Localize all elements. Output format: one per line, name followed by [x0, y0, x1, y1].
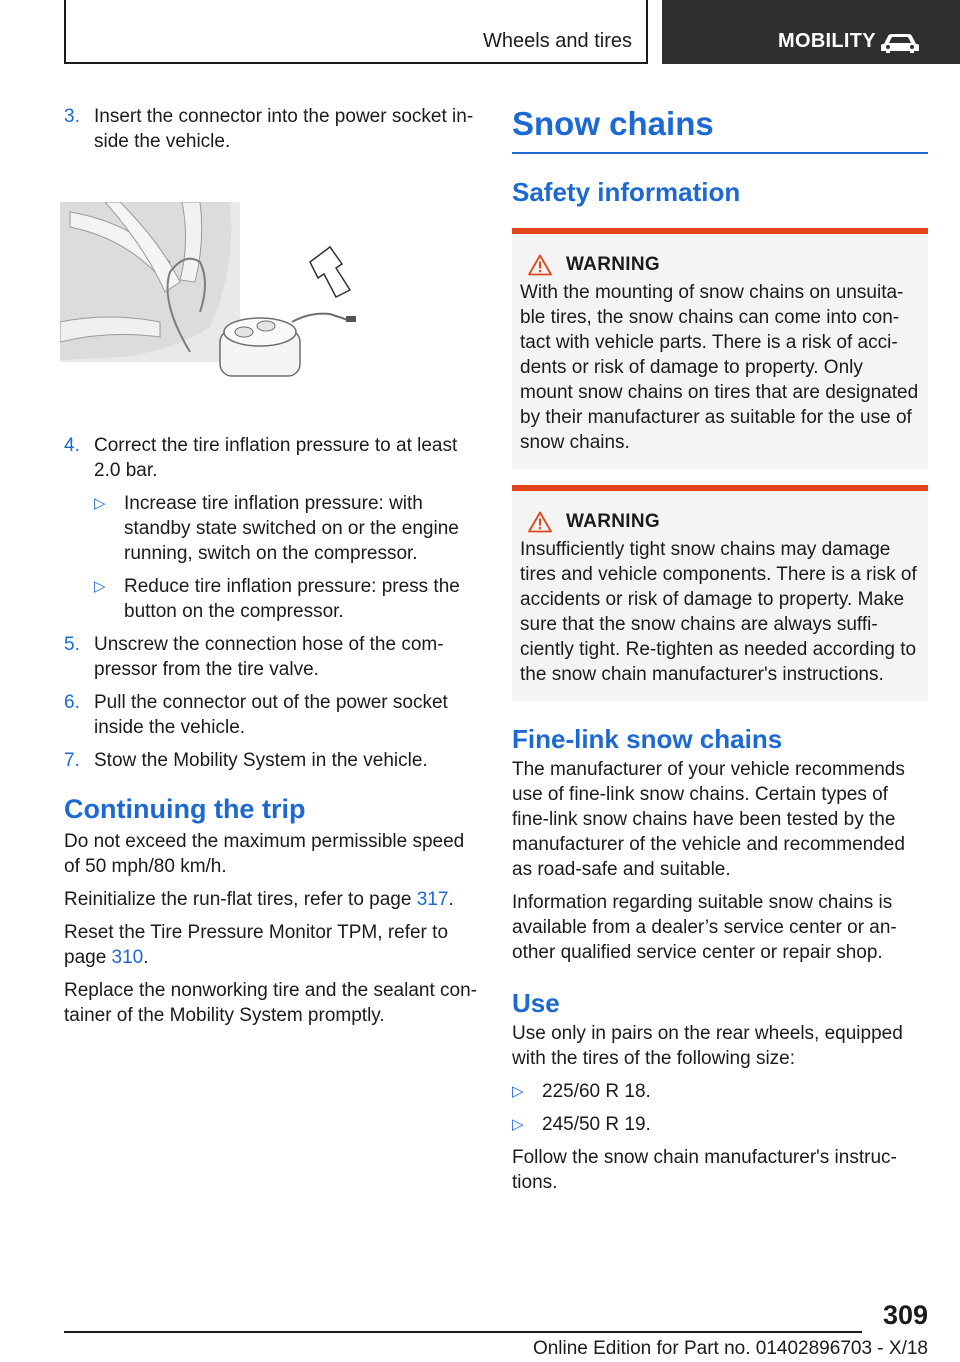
list-item-text: Increase tire inflation pressure: with standby state switched on or the engine running, switch on the compressor. — [124, 493, 459, 564]
dealer-paragraph: Information regarding suitable snow chains is available from a dealer’s service center or an-other qualified service center or repair shop. — [512, 892, 897, 963]
list-item — [512, 1112, 928, 1137]
step-5 — [64, 632, 478, 682]
header-chapter-box — [662, 0, 960, 64]
warning-text: With the mounting of snow chains on unsuita-ble tires, the snow chains can come into con-tact with vehicle parts. There is a risk of acci-dents or risk of damage to property. Only mount snow chains on tires that are designated by their manufacturer as suitable for the use of snow chains. — [520, 282, 919, 453]
section-title: Snow chains — [512, 104, 928, 154]
warning-triangle-icon — [528, 254, 552, 276]
safety-heading: Safety information — [512, 177, 741, 207]
list-item-text: Reduce tire inflation pressure: press the button on the compressor. — [124, 576, 460, 622]
use-paragraph: Use only in pairs on the rear wheels, equipped with the tires of the following size: — [512, 1023, 903, 1069]
right-column — [512, 104, 928, 1203]
step-number: 7. — [64, 750, 80, 771]
header-section-title: Wheels and tires — [483, 30, 632, 52]
step-7 — [64, 748, 478, 773]
warning-text: Insufficiently tight snow chains may damage tires and vehicle components. There is a risk of accidents or risk of damage to property. Make sure that the snow chains are always suffi-ciently tight. Re-tighten as needed according to the snow chain manufacturer's instructions. — [520, 539, 917, 685]
list-item — [94, 574, 478, 624]
triangle-bullet-icon: ▷ — [512, 1116, 524, 1133]
triangle-bullet-icon: ▷ — [94, 495, 106, 512]
footer-edition: Online Edition for Part no. 01402896703 - X/18 — [532, 1338, 928, 1359]
tire-size: 225/60 R 18. — [542, 1081, 651, 1102]
replace-paragraph: Replace the nonworking tire and the sealant con-tainer of the Mobility System promptly. — [64, 980, 477, 1026]
step-text: Stow the Mobility System in the vehicle. — [94, 750, 428, 771]
reinitialize-paragraph: Reinitialize the run-flat tires, refer to page 317. — [64, 889, 454, 910]
footer-divider — [64, 1331, 862, 1333]
tire-size: 245/50 R 19. — [542, 1114, 651, 1135]
use-heading: Use — [512, 988, 560, 1018]
step-6 — [64, 690, 478, 740]
triangle-bullet-icon: ▷ — [94, 578, 106, 595]
compressor-illustration — [60, 202, 360, 392]
warning-triangle-icon — [528, 511, 552, 533]
warning-box — [512, 228, 928, 469]
tpm-paragraph: Reset the Tire Pressure Monitor TPM, refer to page 310. — [64, 922, 449, 968]
step-3 — [64, 104, 478, 154]
speed-paragraph: Do not exceed the maximum permissible speed of 50 mph/80 km/h. — [64, 831, 465, 877]
header-section-box — [64, 0, 648, 64]
step-text: Correct the tire inflation pressure to at least 2.0 bar. — [94, 435, 458, 481]
fine-link-paragraph: The manufacturer of your vehicle recommends use of fine-link snow chains. Certain types of fine-link snow chains have been tested by the manufacturer of the vehicle and recommended as road-safe and suitable. — [512, 759, 905, 880]
step-4 — [64, 433, 478, 624]
step-number: 3. — [64, 106, 80, 127]
step-number: 6. — [64, 692, 80, 713]
triangle-bullet-icon: ▷ — [512, 1083, 524, 1100]
warning-box — [512, 485, 928, 701]
warning-label: WARNING — [566, 254, 660, 275]
step-number: 4. — [64, 435, 80, 456]
car-icon — [880, 30, 920, 54]
left-column — [64, 104, 478, 1036]
step-text: Insert the connector into the power socket in-side the vehicle. — [94, 106, 474, 152]
page-link-310[interactable]: 310 — [111, 947, 144, 968]
header-chapter-title: MOBILITY — [778, 30, 876, 52]
list-item — [94, 491, 478, 566]
step-text: Pull the connector out of the power socket inside the vehicle. — [94, 692, 448, 738]
warning-label: WARNING — [566, 511, 660, 532]
page-number: 309 — [882, 1300, 928, 1330]
list-item — [512, 1079, 928, 1104]
page-link-317[interactable]: 317 — [416, 889, 449, 910]
follow-instructions-paragraph: Follow the snow chain manufacturer's instruc-tions. — [512, 1147, 897, 1193]
fine-link-heading: Fine-link snow chains — [512, 724, 783, 754]
step-text: Unscrew the connection hose of the com-pressor from the tire valve. — [94, 634, 444, 680]
step-number: 5. — [64, 634, 80, 655]
continuing-trip-heading: Continuing the trip — [64, 794, 306, 824]
